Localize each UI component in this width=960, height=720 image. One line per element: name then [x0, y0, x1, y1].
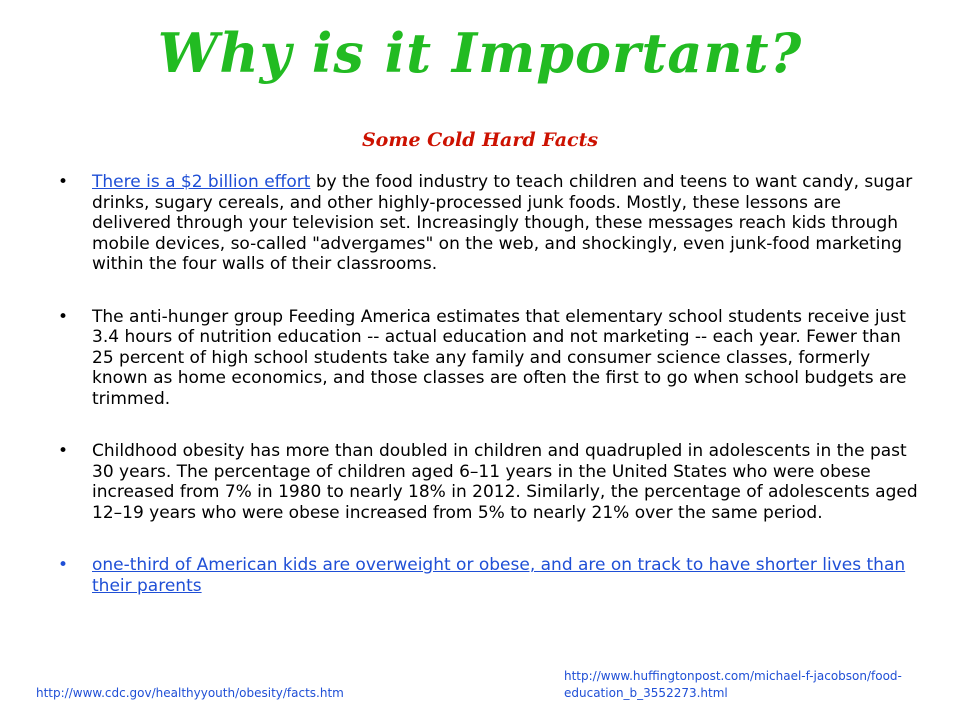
bullet-item-nutrition-education — [58, 307, 918, 410]
bullet-text-nutrition-education: The anti-hunger group Feeding America estimates that elementary school students receive just 3.4 hours of nutrition education -- actual education and not marketing -- each year. Fewer than 25 percent of high school students take any family and consumer science classes, formerly known as home economics, and those classes are often the first to go when school budgets are trimmed. — [92, 306, 907, 409]
cdc-source-link[interactable]: http://www.cdc.gov/healthyyouth/obesity/facts.htm — [36, 686, 344, 700]
bullet-text-obesity-stats: Childhood obesity has more than doubled in children and quadrupled in adolescents in the past 30 years. The percentage of children aged 6–11 years in the United States who were obese increased from 7% in 1980 to nearly 18% in 2012. Similarly, the percentage of adolescents aged 12–19 years who were obese increased from 5% to nearly 21% over the same period. — [92, 441, 918, 523]
bullet-icon: • — [58, 172, 69, 192]
bullet-icon: • — [58, 306, 69, 327]
slide-subtitle: Some Cold Hard Facts — [361, 129, 599, 151]
billion-effort-link[interactable]: There is a $2 billion effort — [92, 172, 311, 192]
bullet-icon: • — [58, 555, 69, 575]
slide-title: Why is it Important? — [157, 21, 803, 85]
bullet-item-obesity-stats — [58, 441, 918, 523]
bullet-text-marketing: by the food industry to teach children and teens to want candy, sugar drinks, sugary cereals, and other highly-processed junk foods. Mostly, these lessons are delivered through your television set. Increasingly though, these messages reach kids through mobile devices, so-called "advergames" on the web, and shockingly, even junk-food marketing within the four walls of their classrooms. — [92, 172, 913, 274]
one-third-link[interactable]: one-third of American kids are overweight or obese, and are on track to have shorter lives than their parents — [92, 555, 906, 596]
huffingtonpost-source-link[interactable]: http://www.huffingtonpost.com/michael-f-jacobson/food-education_b_3552273.html — [564, 669, 902, 700]
bullet-item-marketing — [58, 172, 918, 275]
bullet-list — [58, 172, 918, 628]
bullet-icon: • — [58, 441, 69, 461]
bullet-item-one-third — [58, 555, 918, 596]
